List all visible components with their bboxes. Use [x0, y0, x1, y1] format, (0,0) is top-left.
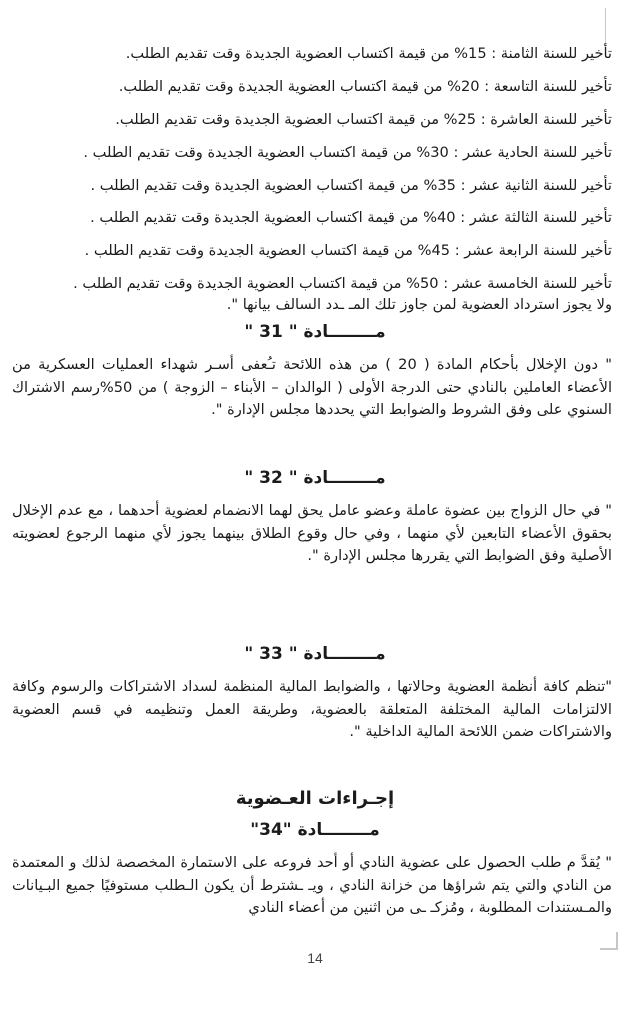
article-33-heading: مــــــــادة " 33 " [244, 644, 386, 664]
article-34-heading: مــــــــادة "34" [250, 820, 380, 840]
delay-line-13: تأخير للسنة الثالثة عشر : 40% من قيمة اكتساب العضوية الجديدة وقت تقديم الطلب . [90, 209, 612, 226]
delay-line-8: تأخير للسنة الثامنة : 15% من قيمة اكتساب العضوية الجديدة وقت تقديم الطلب. [125, 45, 612, 62]
section-title: إجـراءات العـضوية [235, 788, 395, 809]
article-32-text: " في حال الزواج بين عضوة عاملة وعضو عامل يحق لهما الانضمام لعضوية أحدهما ، مع عدم الإخلال بحقوق الأعضاء التابعين لأي منهما ، وفي حال وقوع الطلاق بينهما يجوز لأي منهما الرجوع لعضويته الأصلية وفق الضوابط التي يقررها مجلس الإدارة ". [12, 502, 612, 564]
article-32-heading: مــــــــادة " 32 " [244, 468, 386, 488]
article-31-text: " دون الإخلال بأحكام المادة ( 20 ) من هذه اللائحة تـُعفى أسـر شهداء العمليات العسكرية من الأعضاء العاملين بالنادي حتى الدرجة الأولى ( الوالدان – الأبناء – الزوجة ) من 50%رسم الاشتراك السنوي على وفق الشروط والضوابط التي يحددها مجلس الإدارة ". [12, 356, 613, 418]
delay-line-15: تأخير للسنة الخامسة عشر : 50% من قيمة اكتساب العضوية الجديدة وقت تقديم الطلب . [73, 275, 612, 292]
article-33-text: "تنظم كافة أنظمة العضوية وحالاتها ، والضوابط المالية المنظمة لسداد الاشتراكات والرسوم وكافة الالتزامات المالية المختلفة المتعلقة بالعضوية، وطريقة العمل وتنظيمه في قسم العضوية والاشتراكات ضمن اللائحة المالية الداخلية ". [12, 678, 612, 740]
delay-line-11: تأخير للسنة الحادية عشر : 30% من قيمة اكتساب العضوية الجديدة وقت تقديم الطلب . [83, 144, 612, 161]
article-31-heading: مــــــــادة " 31 " [244, 322, 386, 342]
page-number: 14 [307, 950, 323, 966]
closing-line: ولا يجوز استرداد العضوية لمن جاوز تلك المـ ـدد السالف بيانها ". [226, 296, 612, 313]
delay-line-10: تأخير للسنة العاشرة : 25% من قيمة اكتساب العضوية الجديدة وقت تقديم الطلب. [115, 111, 612, 128]
delay-line-12: تأخير للسنة الثانية عشر : 35% من قيمة اكتساب العضوية الجديدة وقت تقديم الطلب . [90, 177, 612, 194]
delay-line-9: تأخير للسنة التاسعة : 20% من قيمة اكتساب العضوية الجديدة وقت تقديم الطلب. [118, 78, 612, 95]
delay-line-14: تأخير للسنة الرابعة عشر : 45% من قيمة اكتساب العضوية الجديدة وقت تقديم الطلب . [84, 242, 612, 259]
article-34-text: " يُقدَّ م طلب الحصول على عضوية النادي أو أحد فروعه على الاستمارة المخصصة لذلك و المعتمدة من النادي والتي يتم شراؤها من خزانة النادي ، ويـ ـشترط أن يكون الـطلب مستوفيًا جميع البـيانات والمـستندات المطلوبة ، ومُزكـ ـى من اثنين من أعضاء النادي [12, 854, 612, 916]
page-corner-mark-bottom [600, 932, 618, 950]
